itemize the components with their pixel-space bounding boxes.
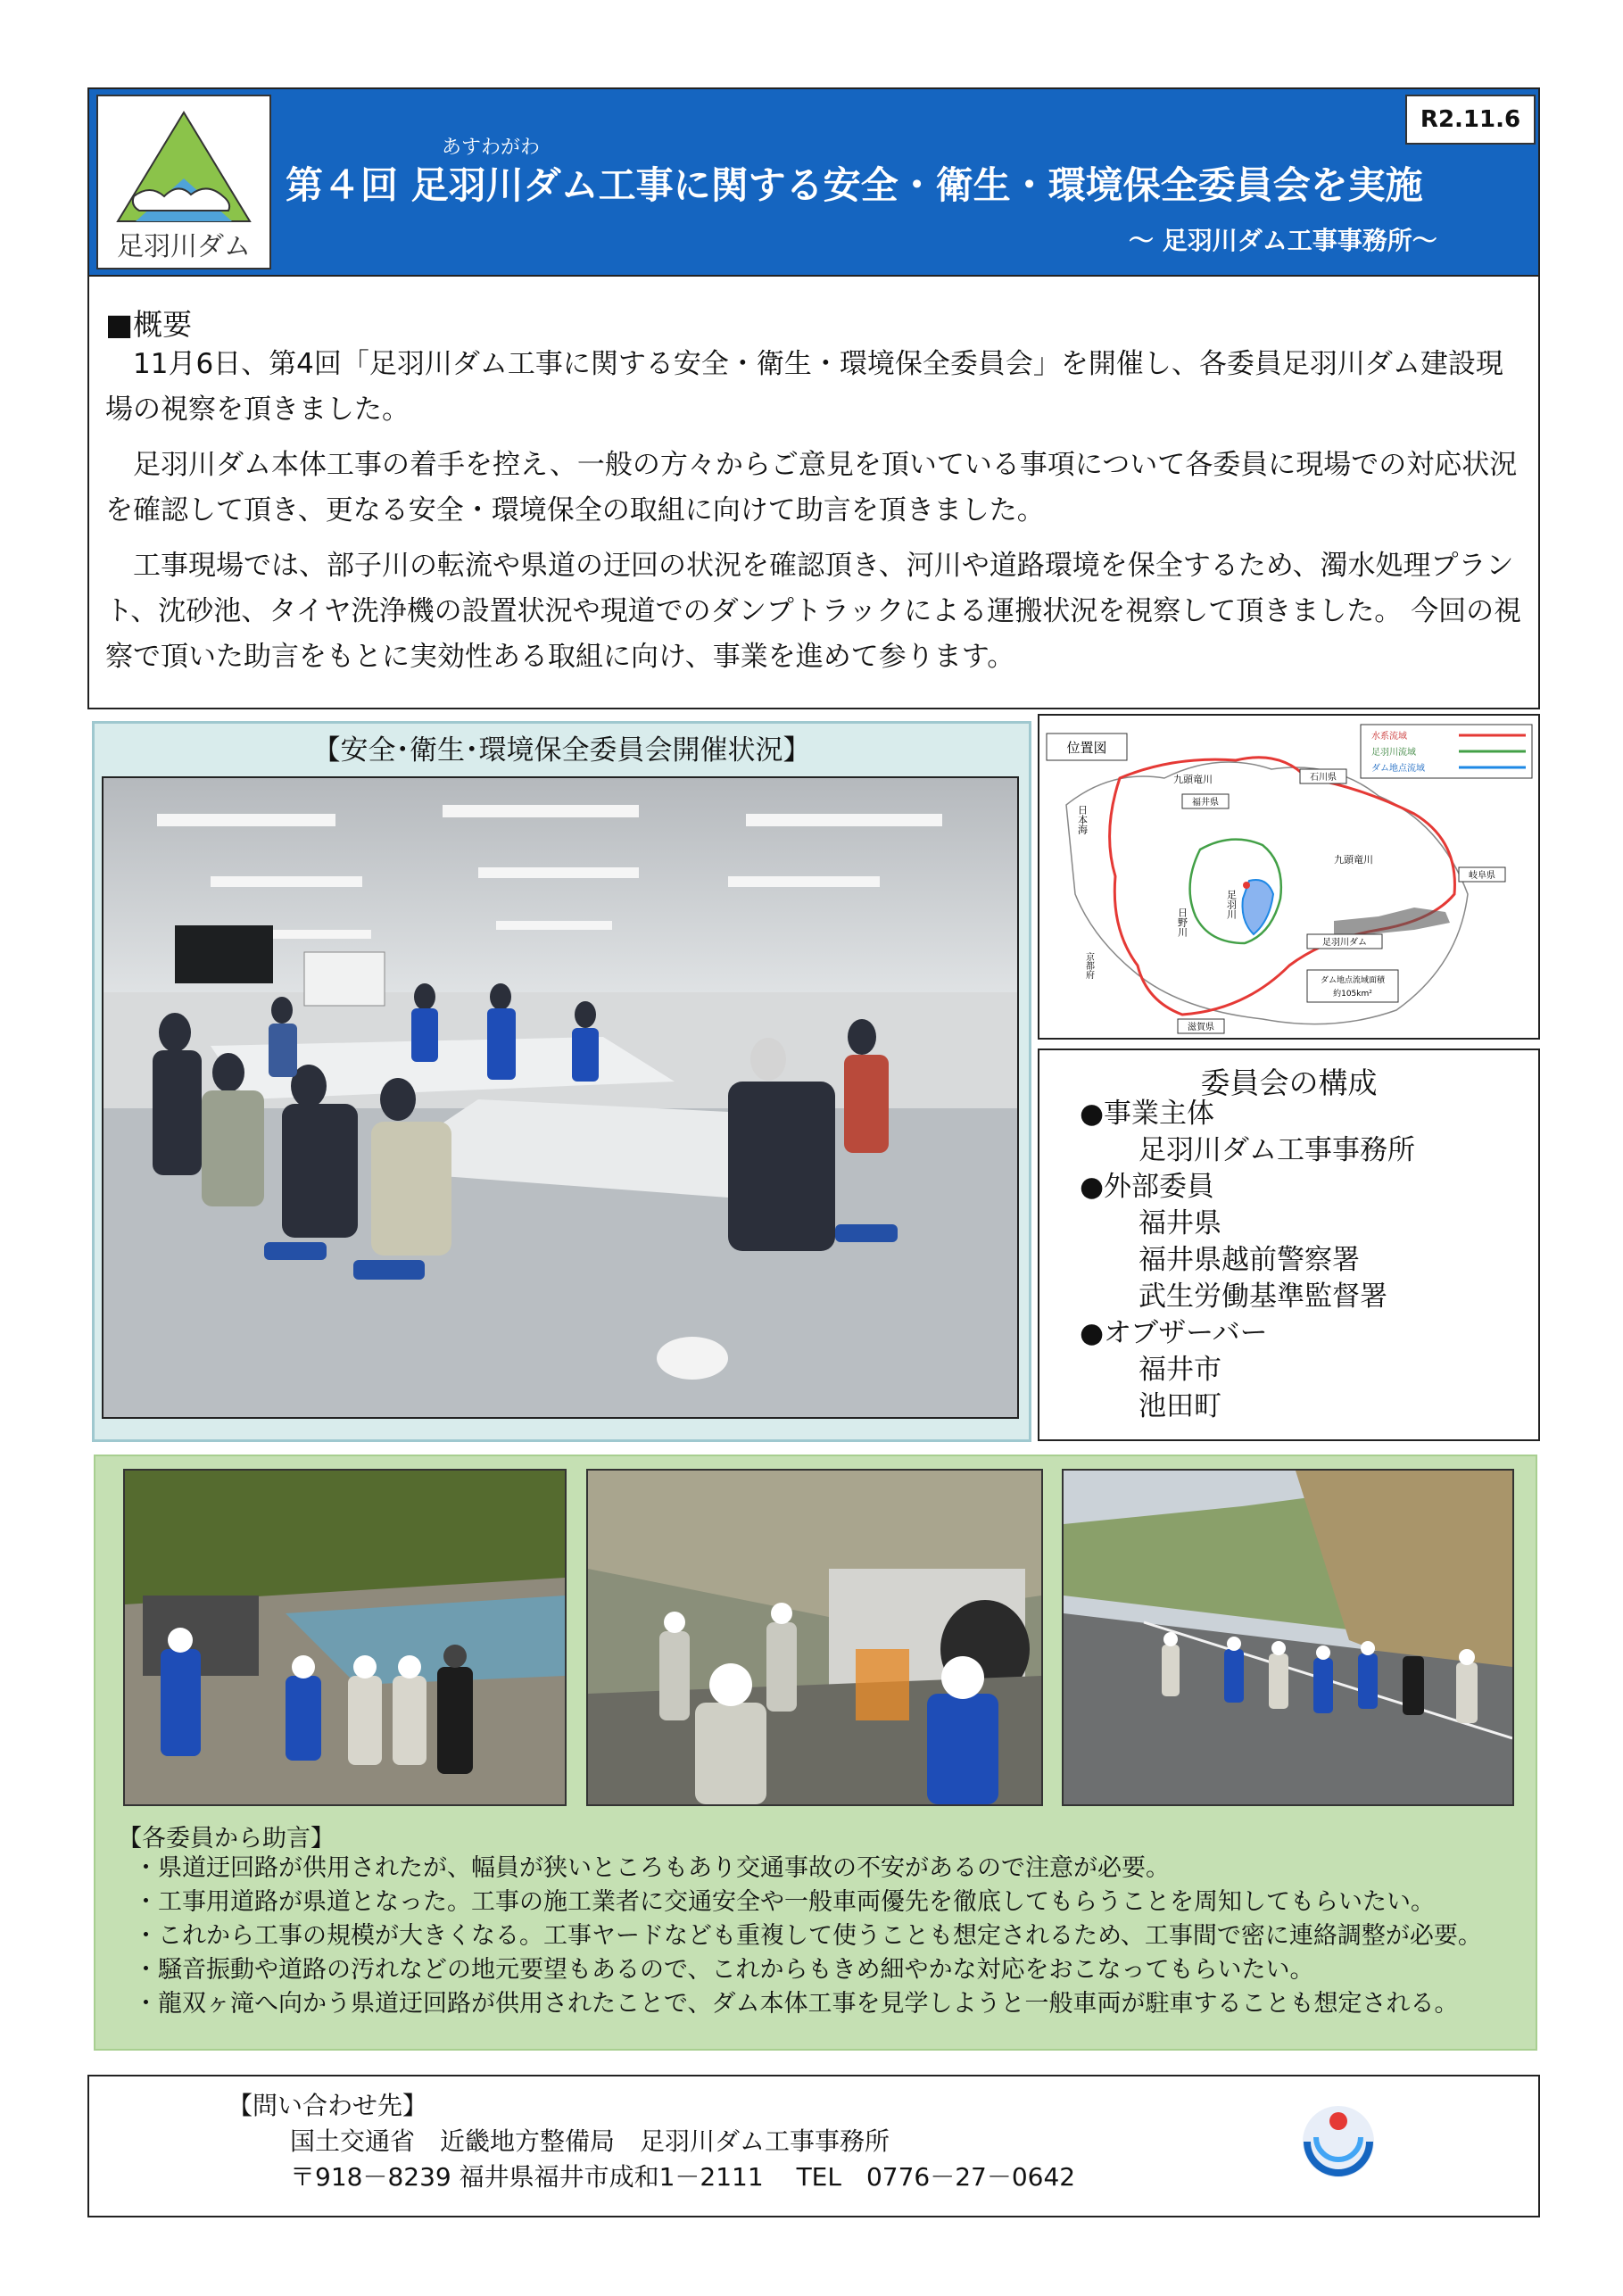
page-title: 第４回 足羽川ダム工事に関する安全・衛生・環境保全委員会を実施 <box>286 163 1423 207</box>
map-label-shiga: 滋賀県 <box>1188 1023 1214 1032</box>
committee-item: 福井県 <box>1139 1207 1221 1239</box>
legend-label-basin: 水系流域 <box>1371 732 1407 742</box>
overview-paragraph-3: 工事現場では、部子川の転流や県道の迂回の状況を確認頂き、河川や道路環境を保全するため、濁水処理プラント、沈砂池、タイヤ洗浄機の設置状況や現道でのダンプトラックによる運搬状況を視察して頂きました。 今回の視察で頂いた助言をもとに実効性ある取組に向け、事業を進めて参ります。 <box>105 550 1522 673</box>
meeting-caption: 【安全･衛生･環境保全委員会開催状況】 <box>312 734 811 767</box>
advice-item: ・龍双ヶ滝へ向かう県道迂回路が供用されたことで、ダム本体工事を見学しようと一般車両が駐車することも想定される。 <box>134 1990 1459 2018</box>
committee-item: 福井県越前警察署 <box>1139 1244 1360 1276</box>
overview-paragraph-1: 11月6日、第4回「足羽川ダム工事に関する安全・衛生・環境保全委員会」を開催し、各委員足羽川ダム建設現場の視察を頂きました。 <box>105 348 1503 426</box>
map-area-line2: 約105km² <box>1333 990 1372 999</box>
committee-item: 足羽川ダム工事事務所 <box>1139 1134 1415 1166</box>
committee-item: 池田町 <box>1139 1390 1221 1422</box>
committee-item: 武生労働基準監督署 <box>1139 1281 1387 1313</box>
legend-label-asuwa: 足羽川流域 <box>1371 748 1416 758</box>
map-area-line1: ダム地点流域面積 <box>1320 976 1386 985</box>
committee-item: ●外部委員 <box>1080 1171 1215 1203</box>
contact-organization: 国土交通省 近畿地方整備局 足羽川ダム工事事務所 <box>290 2126 890 2156</box>
map-label-asuwa: 足羽川 <box>1225 890 1238 919</box>
site-photo-river <box>123 1469 567 1806</box>
map-label-fukui: 福井県 <box>1192 798 1219 808</box>
map-label-kuzuryu-top: 九頭竜川 <box>1173 774 1213 785</box>
advice-list <box>134 1852 1482 2021</box>
committee-item: ●事業主体 <box>1080 1098 1215 1130</box>
advice-item: ・県道迂回路が供用されたが、幅員が狭いところもあり交通事故の不安があるので注意が必要。 <box>134 1854 1170 1882</box>
map-label-kuzuryu-right: 九頭竜川 <box>1334 854 1373 866</box>
map-title: 位置図 <box>1066 740 1107 756</box>
advice-item: ・これから工事の規模が大きくなる。工事ヤードなども重複して使うことも想定されるため、工事間で密に連絡調整が必要。 <box>134 1922 1482 1950</box>
contact-heading: 【問い合わせ先】 <box>228 2091 428 2120</box>
contact-address: 〒918－8239 福井県福井市成和1－2111 TEL 0776－27－0642 <box>290 2162 1076 2192</box>
date-badge: R2.11.6 <box>1405 95 1536 145</box>
site-photo-tunnel <box>586 1469 1043 1806</box>
map-label-gifu: 岐阜県 <box>1469 871 1495 881</box>
committee-list <box>1080 1096 1415 1425</box>
overview-paragraph-2: 足羽川ダム本体工事の着手を控え、一般の方々からご意見を頂いている事項について各委員に現場での対応状況を確認して頂き、更なる安全・環境保全の取組に向けて助言を頂きました。 <box>105 449 1518 526</box>
asuwa-dam-logo <box>96 95 271 269</box>
legend-label-dam: ダム地点流域 <box>1371 764 1425 774</box>
map-label-kyoto: 京都府 <box>1083 952 1094 979</box>
overview-heading: ■概要 <box>105 307 193 342</box>
committee-item: 福井市 <box>1139 1354 1221 1386</box>
map-label-dam: 足羽川ダム <box>1322 938 1367 948</box>
map-label-hino: 日野川 <box>1176 908 1188 937</box>
committee-title: 委員会の構成 <box>1200 1065 1378 1100</box>
map-label-ishikawa: 石川県 <box>1310 773 1337 783</box>
svg-text:足羽川ダム: 足羽川ダム <box>117 231 251 262</box>
page-subtitle: ～ 足羽川ダム工事事務所～ <box>1129 226 1437 255</box>
meeting-photo <box>102 776 1019 1419</box>
title-ruby: あすわがわ <box>442 137 541 159</box>
mlit-logo-icon <box>1298 2093 1379 2191</box>
advice-heading: 【各委員から助言】 <box>118 1825 335 1853</box>
location-map <box>1038 714 1540 1040</box>
committee-item: ●オブザーバー <box>1080 1317 1268 1349</box>
advice-item: ・工事用道路が県道となった。工事の施工業者に交通安全や一般車両優先を徹底してもらうことを周知してもらいたい。 <box>134 1888 1435 1916</box>
map-label-sea: 日本海 <box>1076 805 1089 834</box>
site-photo-road <box>1062 1469 1514 1806</box>
advice-item: ・騒音振動や道路の汚れなどの地元要望もあるので、これからもきめ細やかな対応をおこなってもらいたい。 <box>134 1956 1314 1984</box>
